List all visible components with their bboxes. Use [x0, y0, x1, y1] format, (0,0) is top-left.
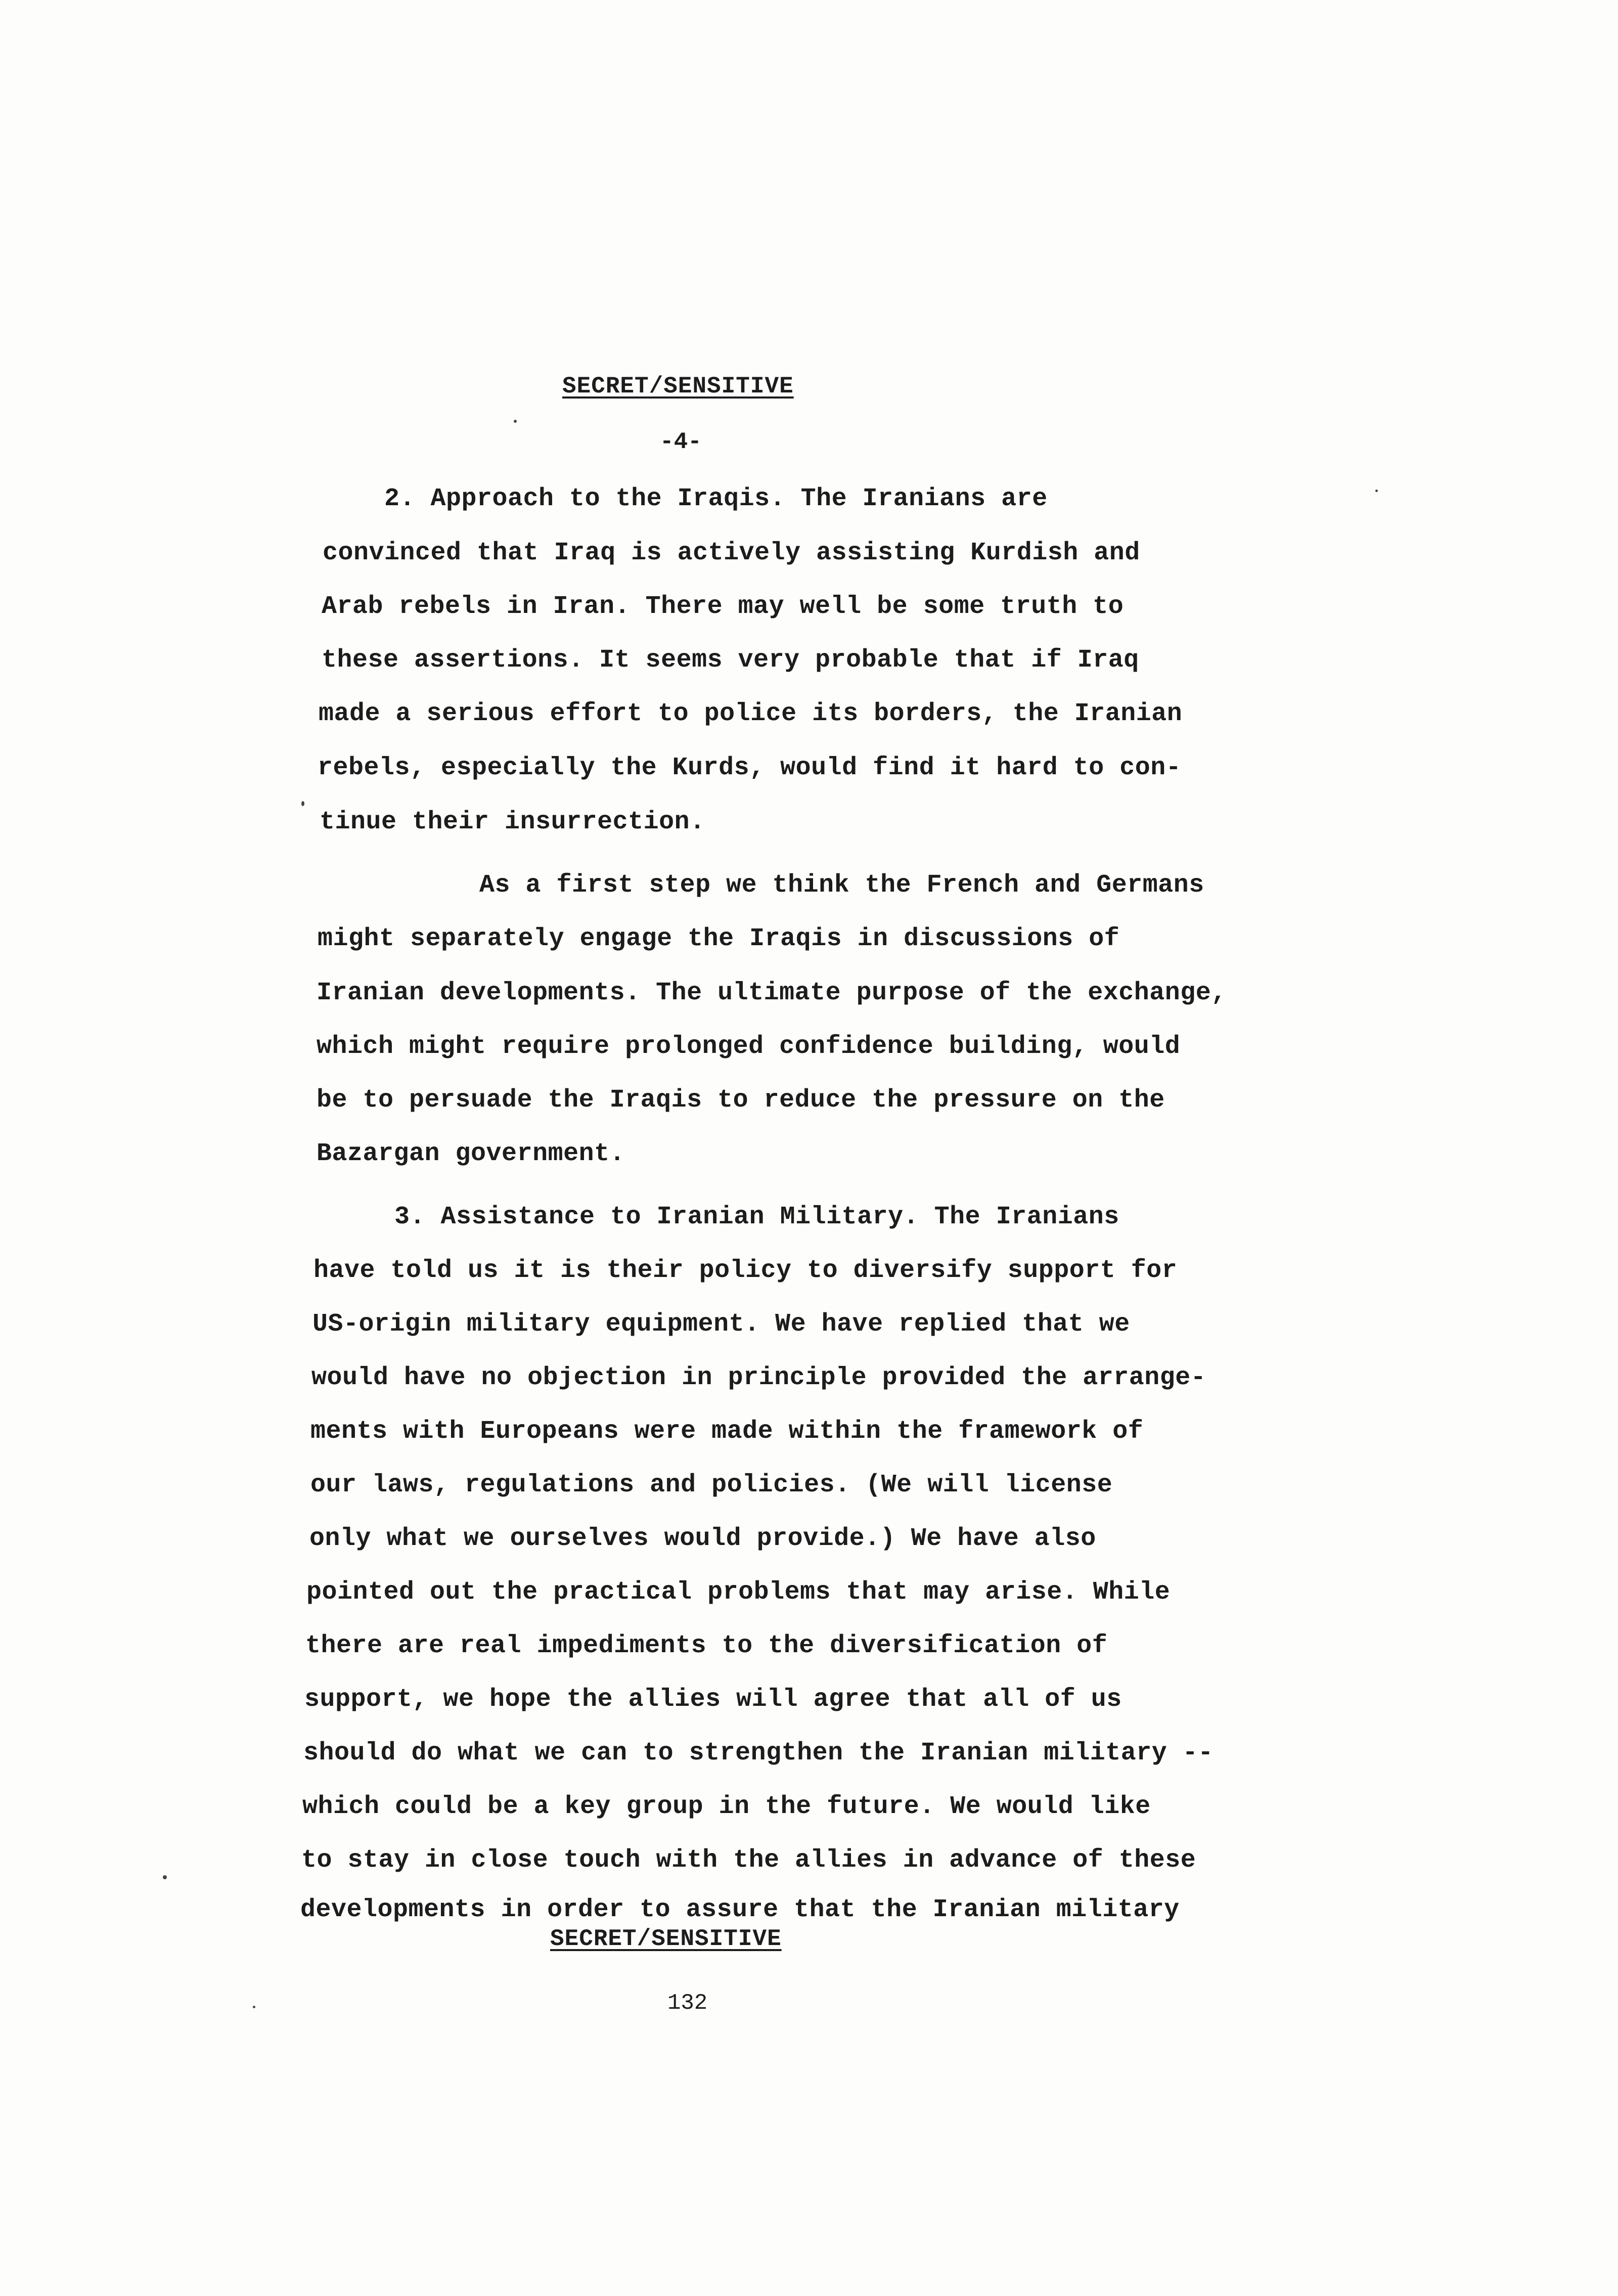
body-line: Iranian developments. The ultimate purpose of the exchange, — [317, 979, 1227, 1007]
scan-speck — [301, 801, 304, 806]
body-line: rebels, especially the Kurds, would find it hard to con- — [318, 754, 1182, 782]
body-line: Bazargan government. — [317, 1139, 625, 1168]
scan-speck — [1375, 490, 1378, 492]
body-line: ments with Europeans were made within the framework of — [310, 1417, 1144, 1446]
body-line: pointed out the practical problems that may arise. While — [306, 1578, 1171, 1607]
body-line: would have no objection in principle provided the arrange- — [311, 1363, 1206, 1392]
body-line: As a first step we think the French and Germans — [479, 871, 1204, 900]
body-line: which could be a key group in the future. We would like — [302, 1792, 1151, 1821]
body-line: 2. Approach to the Iraqis. The Iranians are — [384, 484, 1048, 513]
scan-speck — [163, 1875, 167, 1879]
body-line: support, we hope the allies will agree that all of us — [304, 1685, 1122, 1714]
scan-speck — [514, 420, 517, 423]
page-marker: -4- — [660, 429, 702, 455]
body-line: 3. Assistance to Iranian Military. The Iranians — [394, 1203, 1119, 1231]
body-line: US-origin military equipment. We have replied that we — [312, 1310, 1130, 1339]
scan-speck — [253, 2006, 255, 2008]
classification-footer: SECRET/SENSITIVE — [550, 1926, 782, 1952]
body-line: developments in order to assure that the Iranian military — [300, 1895, 1180, 1924]
body-line: have told us it is their policy to diversify support for — [313, 1256, 1178, 1285]
body-line: made a serious effort to police its borders, the Iranian — [319, 699, 1183, 728]
body-line: might separately engage the Iraqis in discussions of — [318, 924, 1120, 953]
body-line: which might require prolonged confidence building, would — [317, 1032, 1181, 1061]
body-line: Arab rebels in Iran. There may well be some truth to — [322, 592, 1124, 621]
body-line: convinced that Iraq is actively assisting Kurdish and — [323, 539, 1140, 567]
body-line: tinue their insurrection. — [320, 808, 705, 836]
body-line: our laws, regulations and policies. (We will license — [310, 1471, 1113, 1499]
classification-header: SECRET/SENSITIVE — [562, 373, 794, 400]
body-line: to stay in close touch with the allies in advance of these — [301, 1846, 1196, 1875]
body-line: these assertions. It seems very probable that if Iraq — [322, 646, 1139, 675]
body-line: there are real impediments to the diversification of — [305, 1631, 1108, 1660]
body-line: only what we ourselves would provide.) We have also — [309, 1524, 1096, 1553]
page-number: 132 — [667, 1991, 708, 2016]
body-line: be to persuade the Iraqis to reduce the pressure on the — [317, 1086, 1165, 1115]
body-line: should do what we can to strengthen the Iranian military -- — [303, 1739, 1214, 1768]
